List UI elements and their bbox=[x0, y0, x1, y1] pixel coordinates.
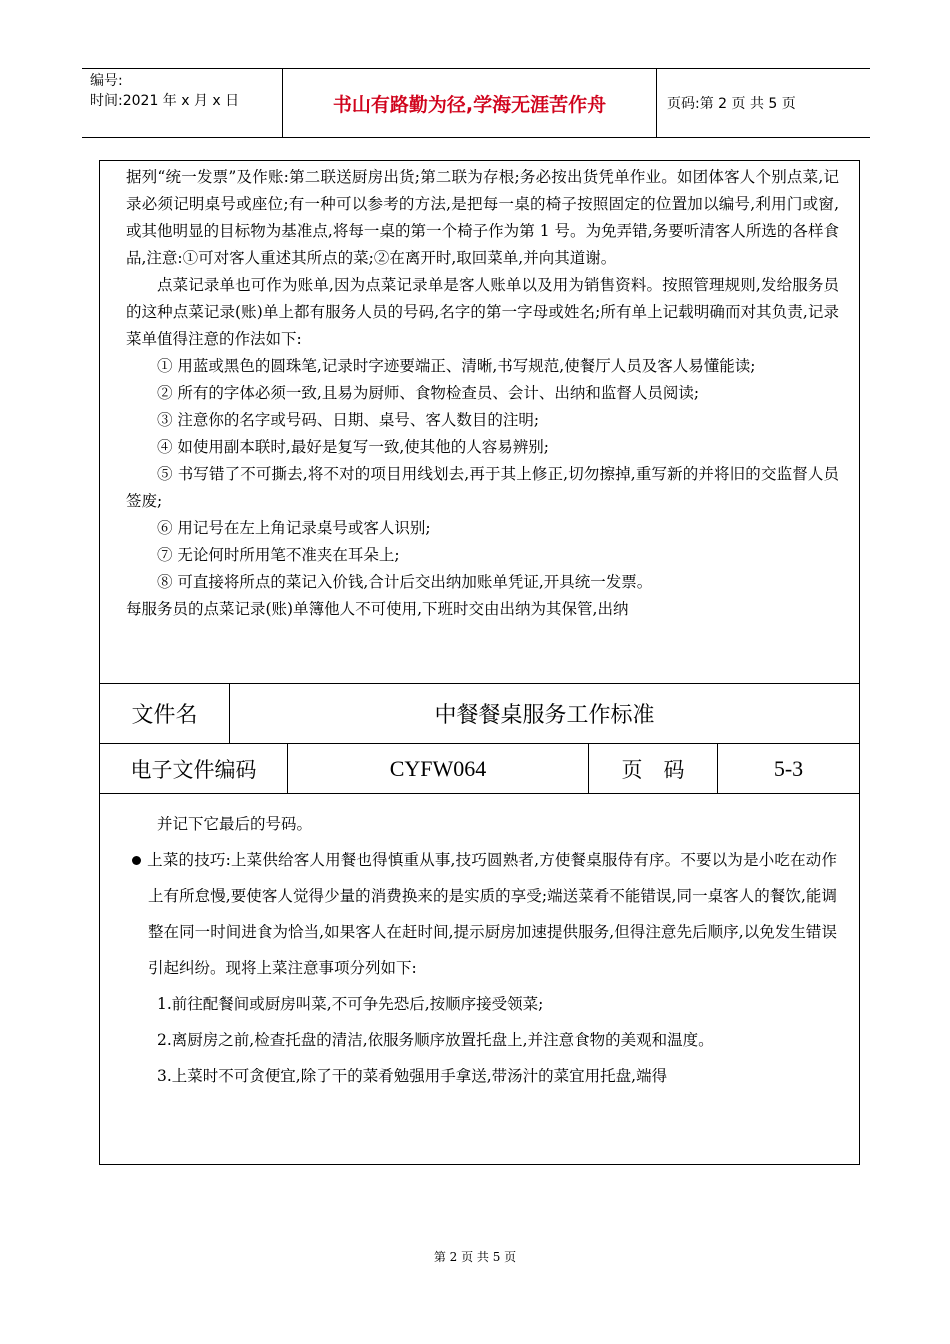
paragraph: 点菜记录单也可作为账单,因为点菜记录单是客人账单以及用为销售资料。按照管理规则,发给服务员的这种点菜记录(账)单上都有服务人员的号码,名字的第一字母或姓名;所有单上记载明确而对其负责,记录菜单值得注意的作法如下: bbox=[126, 276, 839, 348]
document-code-table bbox=[99, 743, 860, 794]
bullet-text: 上菜的技巧:上菜供给客人用餐也得慎重从事,技巧圆熟者,方使餐桌服侍有序。不要以为是小吃在动作上有所怠慢,要使客人觉得少量的消费换来的是实质的享受;端送菜肴不能错误,同一桌客人的餐饮,能调整在同一时间进食为恰当,如果客人在赶时间,提示厨房加速提供服务,但得注意先后顺序,以免发生错误引起纠纷。现将上菜注意事项分列如下: bbox=[147, 851, 837, 977]
file-name-label: 文件名 bbox=[100, 684, 230, 744]
paragraph: 每服务员的点菜记录(账)单簿他人不可使用,下班时交由出纳为其保管,出纳 bbox=[126, 600, 629, 618]
list-item: ② 所有的字体必须一致,且易为厨师、食物检查员、会计、出纳和监督人员阅读; bbox=[157, 384, 700, 402]
page-footer: 第 2 页 共 5 页 bbox=[433, 1250, 517, 1264]
page-header bbox=[82, 68, 870, 138]
header-motto: 书山有路勤为径,学海无涯苦作舟 bbox=[282, 69, 657, 137]
list-item: ⑥ 用记号在左上角记录桌号或客人识别; bbox=[157, 519, 431, 537]
body-text-block-2 bbox=[99, 794, 860, 1165]
list-item: 1.前往配餐间或厨房叫菜,不可争先恐后,按顺序接受领菜; bbox=[157, 995, 544, 1013]
page-label: 页 码 bbox=[589, 744, 718, 794]
list-item: ⑤ 书写错了不可撕去,将不对的项目用线划去,再于其上修正,切勿擦掉,重写新的并将旧的交监督人员签废; bbox=[126, 465, 839, 510]
header-page-number: 页码:第 2 页 共 5 页 bbox=[667, 96, 796, 112]
e-code-label: 电子文件编码 bbox=[100, 744, 288, 794]
e-code-value: CYFW064 bbox=[288, 744, 589, 794]
body-text-block-1 bbox=[99, 160, 860, 683]
bullet-paragraph bbox=[126, 842, 837, 986]
list-item: ③ 注意你的名字或号码、日期、桌号、客人数目的注明; bbox=[157, 411, 540, 429]
bullet-icon bbox=[132, 856, 141, 865]
list-item: ④ 如使用副本联时,最好是复写一致,使其他的人容易辨别; bbox=[157, 438, 550, 456]
document-number-label: 编号: bbox=[90, 73, 123, 89]
header-meta bbox=[82, 69, 282, 137]
list-item: ① 用蓝或黑色的圆珠笔,记录时字迹要端正、清晰,书写规范,使餐厅人员及客人易懂能读; bbox=[157, 357, 756, 375]
page-value: 5-3 bbox=[718, 744, 860, 794]
list-item: ⑧ 可直接将所点的菜记入价钱,合计后交出纳加账单凭证,开具统一发票。 bbox=[157, 573, 653, 591]
list-item: 3.上菜时不可贪便宜,除了干的菜肴勉强用手拿送,带汤汁的菜宜用托盘,端得 bbox=[157, 1067, 668, 1085]
list-item: 2.离厨房之前,检查托盘的清洁,依服务顺序放置托盘上,并注意食物的美观和温度。 bbox=[157, 1031, 714, 1049]
file-name-value: 中餐餐桌服务工作标准 bbox=[230, 684, 860, 744]
document-time: 时间:2021 年 x 月 x 日 bbox=[90, 93, 240, 109]
paragraph: 据列“统一发票”及作账:第二联送厨房出货;第二联为存根;务必按出货凭单作业。如团体客人个别点菜,记录必须记明桌号或座位;有一种可以参考的方法,是把每一桌的椅子按照固定的位置加以编号,利用门或窗,或其他明显的目标物为基准点,将每一桌的第一个椅子作为第 1 号。为免弄错,务要听清客人所选的各样食品,注意:①可对客人重述其所点的菜;②在离开时,取回菜单,并向其道谢。 bbox=[126, 168, 839, 267]
paragraph: 并记下它最后的号码。 bbox=[157, 815, 313, 833]
list-item: ⑦ 无论何时所用笔不准夹在耳朵上; bbox=[157, 546, 400, 564]
